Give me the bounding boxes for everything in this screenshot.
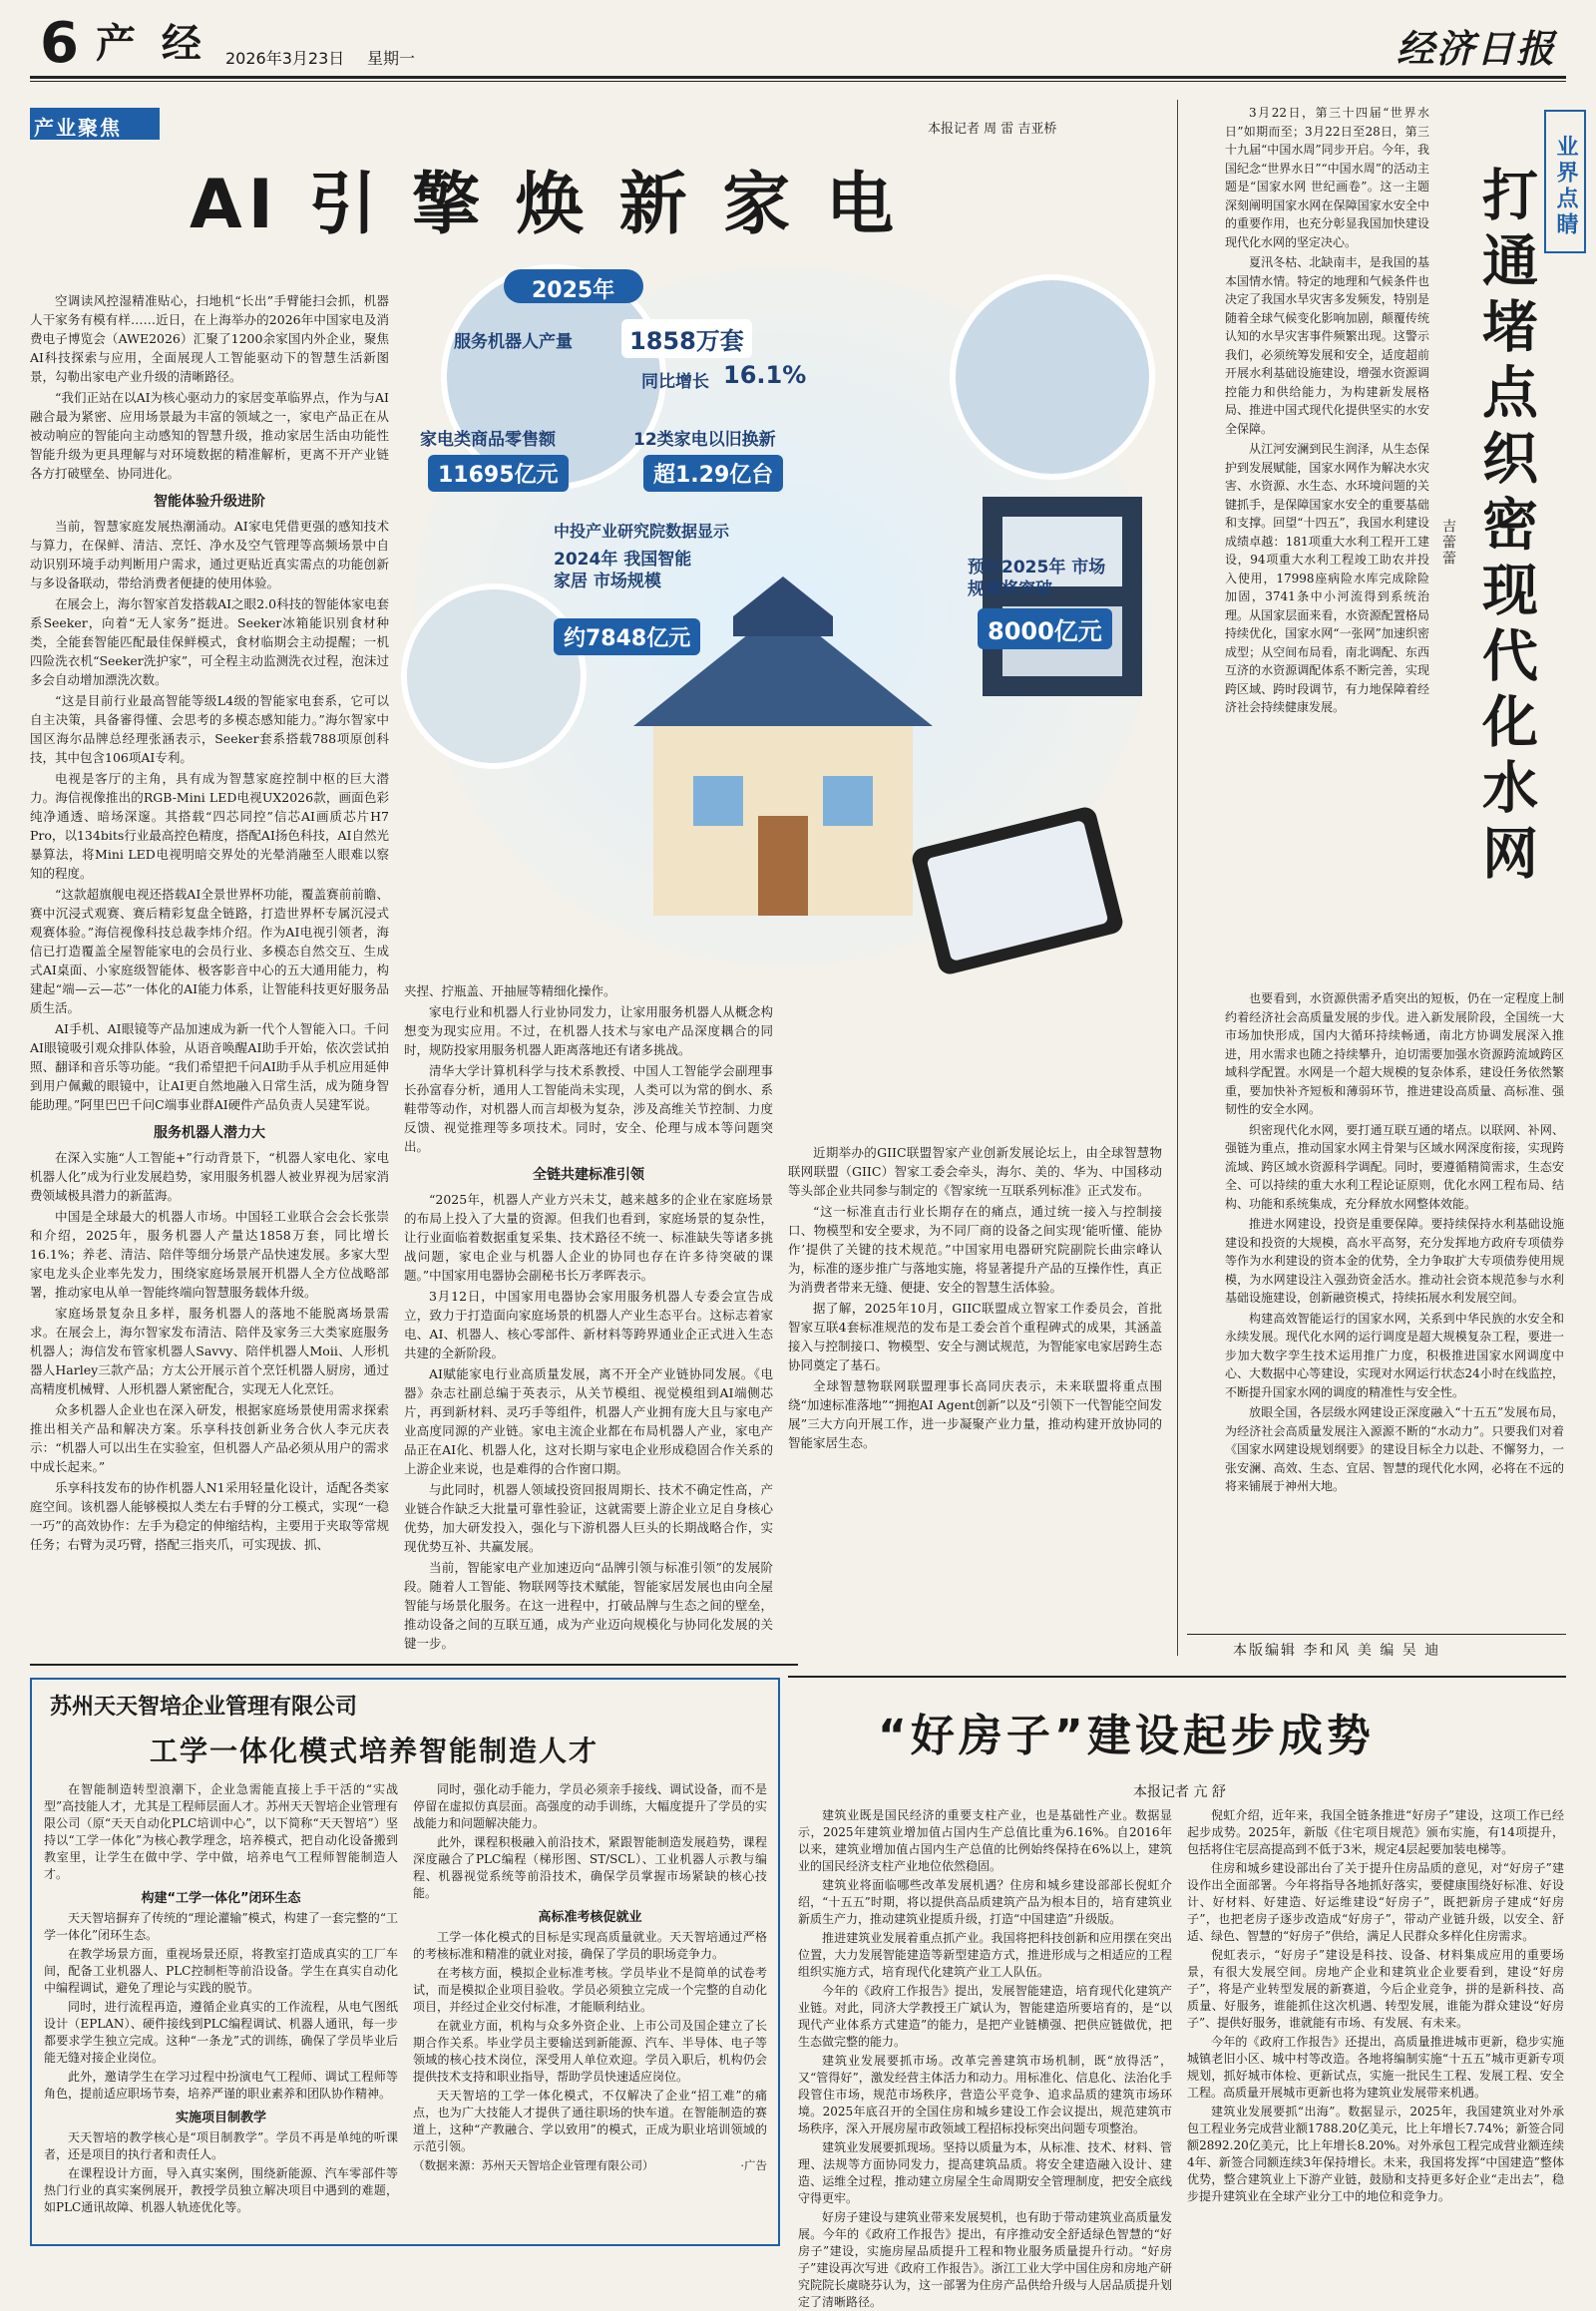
paragraph: 建筑业发展要抓市场。改革完善建筑市场机制，既“放得活”，又“管得好”，激发经营主体活力和动力。用标准化、信息化、法治化手段管住市场，规范市场秩序，营造公平竞争、追求品质的建筑市场环境。2025年底召开的全国住房和城乡建设工作会议提出，规范建筑市场秩序，深入开展房屋市政领域工程招标投标突出问题专项整治。 <box>798 2054 1172 2135</box>
page-number: 6 <box>40 11 79 76</box>
subhead: 智能体验升级进阶 <box>154 494 265 510</box>
ad-tag: ·广告 <box>740 2158 767 2172</box>
paragraph: 电视是客厅的主角，具有成为智慧家庭控制中枢的巨大潜力。海信视像推出的RGB-Mini LED电视UX2026款，画面色彩纯净通透、暗场深邃。其搭载“四芯同控”信芯AI画质芯片H7 Pro，以134bits行业最高控色精度，搭配AI扬色科技，AI自然光暴算法，将Mini LED电视明暗交界处的光晕消融至人眼难以察知的程度。 <box>30 771 389 881</box>
paragraph: 今年的《政府工作报告》还提出，高质量推进城市更新，稳步实施城镇老旧小区、城中村等改造。各地将编制实施“十五五”城市更新专项规划，抓好城市体检、更新试点，实施一批民生工程、发展工程、安全工程。高质量开展城市更新也将为建筑业发展带来机遇。 <box>1187 2035 1564 2100</box>
ad-source: （数据来源：苏州天天智培企业管理有限公司） <box>413 2158 654 2172</box>
right-column-tag: 业界点睛 <box>1544 110 1586 253</box>
paragraph: “这一标准直击行业长期存在的痛点，通过统一接入与控制接口、物模型和安全要求，为不同厂商的设备之间实现‘能听懂、能协作’提供了关键的技术规范。”中国家用电器研究院副院长曲宗峰认为，标准的逐步推广与落地实施，将显著提升产品的互操作性，真正为消费者带来无缝、便捷、安全的智慧生活体验。 <box>788 1204 1163 1295</box>
right-column-rule <box>1177 100 1178 1656</box>
paragraph: 中国是全球最大的机器人市场。中国轻工业联合会会长张崇和介绍，2025年，服务机器人产量达1858万套，同比增长16.1%；养老、清洁、陪伴等细分场景产品快速发展。多家大型家电龙头企业率先发力，围绕家庭场景展开机器人全方位战略部署，推动家电从单一智能终端向智慧服务载体升级。 <box>30 1209 389 1300</box>
paragraph: 全球智慧物联网联盟理事长高同庆表示，未来联盟将重点围绕“加速标准落地”“拥抱AI Agent创新”以及“引领下一代智能空间发展”三大方向开展工作，进一步凝聚产业力量，推动构建开放协同的智能家居生态。 <box>788 1378 1162 1450</box>
paragraph: 与此同时，机器人领域投资回报周期长、技术不确定性高，产业链合作缺乏大批量可靠性验证，这就需要上游企业立足自身核心优势，加大研发投入，强化与下游机器人巨头的长期战略合作，实现优势互补、共赢发展。 <box>404 1482 773 1554</box>
ad-title: 工学一体化模式培养智能制造人才 <box>150 1734 599 1767</box>
paragraph: 3月12日，中国家用电器协会家用服务机器人专委会宣告成立，致力于打造面向家庭场景的机器人产业生态平台。这标志着家电、AI、机器人、核心零部件、新材料等跨界通业企正式进入生态共建的全新阶段。 <box>404 1289 773 1360</box>
tradein-value: 超1.29亿台 <box>643 455 783 492</box>
paragraph: 在深入实施“人工智能+”行动背景下，“机器人家电化、家电机器人化”成为行业发展趋势，家用服务机器人被业界视为居家消费领域极具潜力的新蓝海。 <box>30 1150 389 1203</box>
paragraph: 3月22日，第三十四届“世界水日”如期而至；3月22日至28日，第三十九届“中国水周”同步开启。今年，我国纪念“世界水日”“中国水周”的活动主题是“国家水网 世纪画卷”。这一主题深刻阐明国家水网在保障国家水安全中的重要作用，也充分彰显我国加快建设现代化水网的坚定决心。 <box>1225 106 1429 249</box>
infographic <box>404 257 1162 975</box>
paragraph: 住房和城乡建设部出台了关于提升住房品质的意见，对“好房子”建设作出全面部署。今年将指导各地抓好落实，要健康围绕好标准、好设计、好材料、好建造、好运维建设“好房子”，既把新房子建成“好房子”，也把老房子逐步改造成“好房子”，带动产业链升级，以安全、舒适、绿色、智慧的“好房子”供给，满足人民群众多样化住房需求。 <box>1187 1861 1564 1943</box>
paragraph: 天天智培摒弃了传统的“理论灌输”模式，构建了一套完整的“工学一体化”闭环生态。 <box>44 1911 398 1942</box>
paragraph: 织密现代化水网，要打通互联互通的堵点。以联网、补网、强链为重点，推动国家水网主骨架与区域水网深度衔接，实现跨流域、跨区域水资源科学调配。同时，要遵循精简需求，生态安全、可以持续的重大水利工程论证原则，优化水网工程布局、结构、功能和系统集成，充分释放水网整体效能。 <box>1225 1122 1564 1211</box>
paragraph: “我们正站在以AI为核心驱动力的家居变革临界点，作为与AI融合最为紧密、应用场景最为丰富的领域之一，家电产品正在从被动响应的智能向主动感知的智慧升级，推动家居生活由功能性智能升级为更具理解与对环境数据的精准解析，更离不开产业链各方打破壁垒、协同进化。 <box>30 390 389 481</box>
issue-date: 2026年3月23日 <box>225 49 345 68</box>
commentary-title: 打通堵点织密现代化水网 <box>1473 166 1538 890</box>
house-headline: “好房子”建设起步成势 <box>878 1711 1375 1761</box>
paragraph: 建筑业发展要抓现场。坚持以质量为本，从标准、技术、材料、管理、法规等方面协同发力，提高建筑品质。将安全建造融入设计、建造、运维全过程，推动建立房屋全生命周期安全管理制度，把安全底线守得更牢。 <box>798 2140 1172 2205</box>
newspaper-logo: 经济日报 <box>1396 26 1557 71</box>
paragraph: “这是目前行业最高智能等级L4级的智能家电套系，它可以自主决策，具备審得懂、会思考的多模态感知能力。”海尔智家中国区海尔品牌总经理张涵表示，Seeker套系搭载788项原创科技，其中包含106项AI专利。 <box>30 693 389 765</box>
paragraph: 清华大学计算机科学与技术系教授、中国人工智能学会副理事长孙富春分析，通用人工智能尚未实现，人类可以为常的倒水、系鞋带等动作，对机器人而言却极为复杂，涉及高维关节控制、力度反馈、视觉推理等多项技术。同时，安全、伦理与成本等问题突出。 <box>404 1063 773 1154</box>
paragraph: 在教学场景方面，重视场景还原，将教室打造成真实的工厂车间，配备工业机器人、PLC控制柜等前沿设备。学生在真实自动化中编程调试，避免了理论与实践的脱节。 <box>44 1947 398 1995</box>
tradein-label: 12类家电以旧换新 <box>633 430 776 450</box>
robot-value: 1858万套 <box>621 319 752 358</box>
paragraph: 建筑业将面临哪些改革发展机遇？住房和城乡建设部部长倪虹介绍，“十五五”时期，将以提供高品质建筑产品为根本目的，培育建筑业新质生产力，推动建筑业提质升级，打造“中国建造”升级版。 <box>798 1878 1172 1926</box>
paragraph: 家电行业和机器人行业协同发力，让家用服务机器人从概念构想变为现实应用。不过，在机器人技术与家电产品深度耦合的同时，规防投家用服务机器人距离落地还有诸多挑战。 <box>404 1004 773 1057</box>
paragraph: 工学一体化模式的目标是实现高质量就业。天天智培通过严格的考核标准和精准的就业对接，确保了学员的职场竞争力。 <box>413 1930 767 1961</box>
paragraph: 当前，智慧家庭发展热潮涌动。AI家电凭借更强的感知技术与算力，在保鲜、清洁、烹饪、净水及空气管理等高频场景中自动识别环境手动判断用户需求，通过更贴近真实需点的功能创新与多设备联动，带给消费者便捷的使用体验。 <box>30 519 389 590</box>
subhead: 高标准考核促就业 <box>538 1910 642 1925</box>
growth-label: 同比增长 <box>641 372 709 392</box>
paragraph: 在智能制造转型浪潮下，企业急需能直接上手干活的“实战型”高技能人才，尤其是工程师层面人才。苏州天天智培企业管理有限公司（原“天天自动化PLC培训中心”，以下简称“天天智培”）坚持以“工学一体化”为核心教学理念，培养模式，把自动化设备搬到教室里，让学生在做中学、学中做，培养电气工程师智能制造人才。 <box>44 1782 398 1881</box>
robot-label: 服务机器人产量 <box>454 332 573 352</box>
right-col-lower <box>1225 989 1564 1628</box>
paragraph: 构建高效智能运行的国家水网，关系到中华民族的水安全和永续发展。现代化水网的运行调度是超大规模复杂工程，要进一步加大数字孪生技术运用推广力度，积极推进国家水网调度中心、大数据中心等建设，实现对水网运行状态24小时在线监控，不断提升国家水网的调度的精准性与安全性。 <box>1225 1311 1564 1399</box>
paragraph: 天天智培的教学核心是“项目制教学”。学员不再是单纯的听课者，还是项目的执行者和责任人。 <box>44 2130 398 2161</box>
headline: AI 引 擎 焕 新 家 电 <box>190 166 900 244</box>
source-label: 中投产业研究院数据显示 <box>554 522 730 541</box>
paragraph: 建筑业发展要抓“出海”。数据显示，2025年，我国建筑业对外承包工程业务完成营业额1788.20亿美元，比上年增长7.74%；新签合同额2892.20亿美元，比上年增长8.20%。对外承包工程完成营业额连续4年、新签合同额连续3年保持增长。未来，我国将发挥“中国建造”整体优势，整合建筑业上下游产业链，鼓励和支持更多好企业“走出去”，稳步提升建筑业在全球产业分工中的地位和竞争力。 <box>1187 2105 1564 2203</box>
house-byline: 本报记者 亢 舒 <box>1133 1784 1226 1800</box>
subhead: 服务机器人潜力大 <box>154 1125 265 1141</box>
paragraph: 近期举办的GIIC联盟智家产业创新发展论坛上，由全球智慧物联网联盟（GIIC）智家工委会牵头，海尔、美的、华为、中国移动等头部企业共同参与制定的《智家统一互联系列标准》正式发布。 <box>788 1145 1162 1198</box>
subhead: 全链共建标准引领 <box>533 1167 644 1183</box>
main-col-2 <box>404 981 773 1651</box>
masthead-rule <box>30 76 1566 79</box>
paragraph: 在课程设计方面，导入真实案例，围绕新能源、汽车零部件等热门行业的真实案例展开，教授学员独立解决项目中遇到的难题，如PLC通讯故障、机器人轨迹优化等。 <box>44 2166 398 2214</box>
paragraph: 家庭场景复杂且多样，服务机器人的落地不能脱离场景需求。在展会上，海尔智家发布清洁、陪伴及家务三大类家庭服务机器人；海信发布管家机器人Savvy、陪伴机器人Moii、人形机器人Harley三款产品；方太公开展示首个烹饪机器人厨房，通过高精度机械臂、人形机器人紧密配合，实现无人化烹饪。 <box>30 1306 389 1396</box>
paragraph: 据了解，2025年10月，GIIC联盟成立智家工作委员会，首批智家互联4套标准规范的发布是工委会首个重程碑式的成果，其涵盖接入与控制接口、物模型、安全与测试规范，为智能家电家居跨生态协同奠定了基石。 <box>788 1301 1163 1372</box>
paragraph: 推进建筑业发展着重点抓产业。我国将把科技创新和应用摆在突出位置，大力发展智能建造等新型建造方式，推进形成与之相适应的工程组织实施方式，培育现代化建筑产业工人队伍。 <box>798 1931 1172 1979</box>
paragraph: 同时，强化动手能力，学员必须亲手接线、调试设备，而不是停留在虚拟仿真层面。高强度的动手训练，大幅度提升了学员的实战能力和问题解决能力。 <box>413 1782 767 1830</box>
paragraph: 在展会上，海尔智家首发搭载AI之眼2.0科技的智能体家电套系Seeker，向着“无人家务”挺进。Seeker冰箱能识别食材种类，全能套智能匹配最佳保鲜模式，食材临期会主动提醒；一机四险洗衣机“Seeker洗护家”，可全程主动监测洗衣过程，泡沫过多会自动增加漂洗次数。 <box>30 596 389 687</box>
paragraph: 乐享科技发布的协作机器人N1采用轻量化设计，适配各类家庭空间。该机器人能够模拟人类左右手臂的分工模式，实现“一稳一巧”的高效协作：左手为稳定的伸缩结构，主要用于夹取等常规任务；右臂为灵巧臂，搭配三指夹爪，可实现拔、抓、 <box>30 1480 389 1552</box>
main-col-3 <box>788 1143 1162 1562</box>
subhead: 实施项目制教学 <box>175 2111 266 2125</box>
paragraph: “这款超旗舰电视还搭载AI全景世界杯功能，覆盖赛前前瞻、赛中沉浸式观赛、赛后精彩复盘全链路，打造世界杯专属沉浸式观赛体验。”海信视像科技总裁李炜介绍。作为AI电视引领者，海信已打造覆盖全屋智能家电的会员行业、多模态自然交互、生成式AI桌面、小家庭级智能体、极客影音中心的五大通用能力，构建起“端—云—芯”一体化的AI能力体系，让智能科技更好服务品质生活。 <box>30 887 389 1015</box>
paragraph: 此外，课程积极融入前沿技术，紧跟智能制造发展趋势，课程深度融合了PLC编程（梯形图、ST/SCL）、工业机器人示教与编程、机器视觉系统等前沿技术，确保学员掌握市场紧缺的核心技能。 <box>413 1835 767 1900</box>
paragraph: 建筑业既是国民经济的重要支柱产业，也是基础性产业。数据显示，2025年建筑业增加值占国内生产总值比重为6.16%。自2016年以来，建筑业增加值占国内生产总值的比例始终保持在6%以上，建筑业的国民经济支柱产业地位依然稳固。 <box>798 1808 1172 1873</box>
paragraph: AI手机、AI眼镜等产品加速成为新一代个人智能入口。千问AI眼镜吸引观众排队体验，从语音唤醒AI助手开始，依次尝试拍照、翻译和音乐等功能。“我们希望把千问AI助手从手机应用延伸到用户佩戴的眼镜中，让AI更自然地融入日常生活，成为随身智能助理。”阿里巴巴千问C端事业群AI硬件产品负责人吴建军说。 <box>30 1021 389 1112</box>
paragraph: 当前，智能家电产业加速迈向“品牌引领与标准引领”的发展阶段。随着人工智能、物联网等技术赋能，智能家居发展也由向全屋智能与场景化服务。在这一进程中，打破品牌与生态之间的壁垒，推动设备之间的互联互通，成为产业迈向规模化与协同化发展的关键一步。 <box>404 1560 773 1651</box>
paragraph: 今年的《政府工作报告》提出，发展智能建造，培育现代化建筑产业链。对此，同济大学教授王广斌认为，智能建造所要培育的，是“以现代产业体系方式建造”的能力，是把产业链横强、把供应链做优，把生态做完整的能力。 <box>798 1984 1172 2049</box>
market-2025-label: 预计2025年 市场规模将突破 <box>968 558 1106 599</box>
paragraph: 从江河安澜到民生润泽，从生态保护到发展赋能，国家水网作为解决水灾害、水资源、水生态、水环境问题的关键抓手，是保障国家水安全的重要基础和支撑。回望“十四五”，我国水利建设成绩卓越：181项重大水利工程开工建设，94项重大水利工程竣工助农并投入使用，17998座病险水库完成除险加固，3741条中小河流得到系统治理。从国家层面来看，水资源配置格局持续优化，国家水网“一张网”加速织密成型；从空间布局看，南北调配、东西互济的水资源调配体系不断完善，实现跨区域、跨时段调节，有力地保障着经济社会持续健康发展。 <box>1225 442 1429 714</box>
editor-rule <box>1187 1634 1566 1635</box>
paragraph: 倪虹介绍，近年来，我国全链条推进“好房子”建设，这项工作已经起步成势。2025年，新版《住宅项目规范》颁布实施，有14项提升，包括将住宅层高提高到不低于3米，规定4层起要加装电梯等。 <box>1187 1808 1564 1856</box>
column-tag-label: 产业聚焦 <box>34 116 122 140</box>
paragraph: 同时，进行流程再造，遵循企业真实的工作流程，从电气图纸设计（EPLAN）、硬件接线到PLC编程调试、机器人通讯，每一步都要求学生独立完成。这种“一条龙”式的训练，确保了学员毕业后能无缝对接企业岗位。 <box>44 2000 398 2065</box>
market-2024-value: 约7848亿元 <box>554 618 700 655</box>
right-col-upper <box>1225 104 1429 987</box>
paragraph: 也要看到，水资源供需矛盾突出的短板，仍在一定程度上制约着经济社会高质量发展的步伐。进入新发展阶段，全国统一大市场加快形成，国内大循环持续畅通，南北方协调发展深入推进，用水需求也随之持续攀升，迫切需要加强水资源跨流域跨区域科学配置。水网是一个超大规模的复杂体系，建设任务依然繁重，要加快补齐短板和薄弱环节，推进建设高质量、高标准、强韧性的安全水网。 <box>1225 991 1564 1116</box>
market-2025-value: 8000亿元 <box>978 608 1112 649</box>
commentary-author: 吉蕾蕾 <box>1440 519 1456 567</box>
paragraph: 在考核方面，模拟企业标准考核。学员毕业不是简单的试卷考试，而是模拟企业项目验收。学员必须独立完成一个完整的自动化项目，并经过企业交付标准，才能顺利结业。 <box>413 1966 767 2014</box>
lower-section-rule <box>30 1664 798 1666</box>
paragraph: 好房子建设与建筑业带来发展契机，也有助于带动建筑业高质量发展。今年的《政府工作报告》提出，有序推动安全舒适绿色智慧的“好房子”建设，实施房屋品质提升工程和物业服务质量提升行动。“好房子”建设再次写进《政府工作报告》。浙江工业大学中国住房和房地产研究院院长虞晓芬认为，这一部署为住房产品供给升级与人居品质提升划定了清晰路径。 <box>798 2210 1172 2309</box>
paragraph: 推进水网建设，投资是重要保障。要持续保持水利基础设施建设和投资的大规模，高水平高努，充分发挥地方政府专项债券等作为水利建设的资本金的优势，全力争取扩大专项债券使用规模，为水网建设注入强劲资金活水。推动社会资本规范参与水利基础设施建设，创新融资模式，持续拓展水利发展空间。 <box>1225 1217 1564 1305</box>
house-col-2 <box>1187 1807 1564 2254</box>
paragraph: 夹捏、拧瓶盖、开抽屉等精细化操作。 <box>404 983 616 998</box>
issue-weekday: 星期一 <box>367 49 416 68</box>
ad-company: 苏州天天智培企业管理有限公司 <box>50 1695 358 1720</box>
paragraph: 放眼全国，各层级水网建设正深度融入“十五五”发展布局，为经济社会高质量发展注入源源不断的“水动力”。只要我们对着《国家水网建设规划纲要》的建设目标全力以赴、不懈努力，一张安澜、高效、生态、宜居、智慧的现代化水网，必将在不远的将来铺展于神州大地。 <box>1225 1405 1564 1493</box>
paragraph: AI赋能家电行业高质量发展，离不开全产业链协同发展。《电器》杂志社副总编于英表示，从关节模组、视觉模组到AI端侧芯片，再到新材料、灵巧手等组件，机器人产业拥有庞大且与家电产业高度同源的产业链。家电主流企业都在布局机器人产业，家电产品正在AI化、机器人化，这对长期与家电企业形成稳固合作关系的上游企业来说，也是难得的合作窗口期。 <box>404 1366 773 1476</box>
house-col-1 <box>798 1807 1172 2309</box>
paragraph: 众多机器人企业也在深入研发，根据家庭场景使用需求探索推出相关产品和解决方案。乐享科技创新业务合伙人李元庆表示：“机器人可以出生在实验室，但机器人产品必须从用户的需求中成长起来。” <box>30 1402 389 1474</box>
sales-label: 家电类商品零售额 <box>420 430 556 450</box>
ad-col-1 <box>44 1781 398 2240</box>
section-name: 产 经 <box>96 20 207 67</box>
house-section-rule <box>788 1676 1566 1678</box>
growth-value: 16.1% <box>723 361 807 389</box>
subhead: 构建“工学一体化”闭环生态 <box>141 1891 301 1906</box>
paragraph: 夏汛冬枯、北缺南丰，是我国的基本国情水情。特定的地理和气候条件也决定了我国水旱灾害多发频发，特别是随着全球气候变化影响加剧，颠覆传统认知的水旱灾害事件频繁出现。这警示我们，必须统筹发展和安全，适度超前开展水利基础设施建设，增强水资源调控能力和供给能力，为构建新发展格局、推进中国式现代化提供坚实的水安全保障。 <box>1225 255 1429 436</box>
paragraph: 天天智培的工学一体化模式，不仅解决了企业“招工难”的痛点，也为广大技能人才提供了通往职场的快车道。在智能制造的赛道上，这种“产教融合、学以致用”的模式，正成为职业培训领域的示范引领。 <box>413 2089 767 2153</box>
market-2024-label: 2024年 我国智能家居 市场规模 <box>554 550 692 591</box>
paragraph: 倪虹表示，“好房子”建设是科技、设备、材料集成应用的重要场景，有很大发展空间。房地产企业和建筑业企业要看到，建设“好房子”，将是产业转型发展的新赛道，今后企业竞争，拼的是新科技、高质量、好服务，谁能抓住这次机遇、转型发展，谁能为群众建设“好房子”、提供好服务，谁就能有市场、有发展、有未来。 <box>1187 1948 1564 2030</box>
paragraph: “2025年，机器人产业方兴未艾，越来越多的企业在家庭场景的布局上投入了大量的资源。但我们也看到，家庭场景的复杂性，让行业面临着数据重复采集、技术路径不统一、标准缺失等诸多挑战问题，家电企业与机器人企业的协同也存在许多待突破的课题。”中国家用电器协会副秘书长万孝晖表示。 <box>404 1192 773 1283</box>
paragraph: 此外，邀请学生在学习过程中扮演电气工程师、调试工程师等角色，提前适应职场节奏，培养严谨的职业素养和团队协作精神。 <box>44 2070 398 2101</box>
year-label: 2025年 <box>532 278 615 303</box>
paragraph: 在就业方面，机构与众多外资企业、上市公司及国企建立了长期合作关系。毕业学员主要输送到新能源、汽车、半导体、电子等领域的核心技术岗位，深受用人单位欢迎。学员入职后，机构仍会提供技术支持和职业指导，帮助学员快速适应岗位。 <box>413 2019 767 2084</box>
main-col-1 <box>30 291 389 1648</box>
paragraph: 空调读风控湿精准贴心，扫地机“长出”手臂能扫会抓，机器人干家务有模有样……近日，在上海举办的2026年中国家电及消费电子博览会（AWE2026）汇聚了1200余家国内外企业，聚焦AI科技探索与应用，全面展现人工智能驱动下的智慧生活新图景，勾勒出家电产业升级的清晰路径。 <box>30 293 389 384</box>
page-editor: 本版编辑 李和风 美 编 吴 迪 <box>1233 1643 1441 1659</box>
ad-col-2 <box>413 1781 767 2240</box>
byline: 本报记者 周 雷 吉亚桥 <box>928 122 1057 137</box>
sales-value: 11695亿元 <box>428 455 569 492</box>
masthead-rule-thin <box>30 81 1566 82</box>
